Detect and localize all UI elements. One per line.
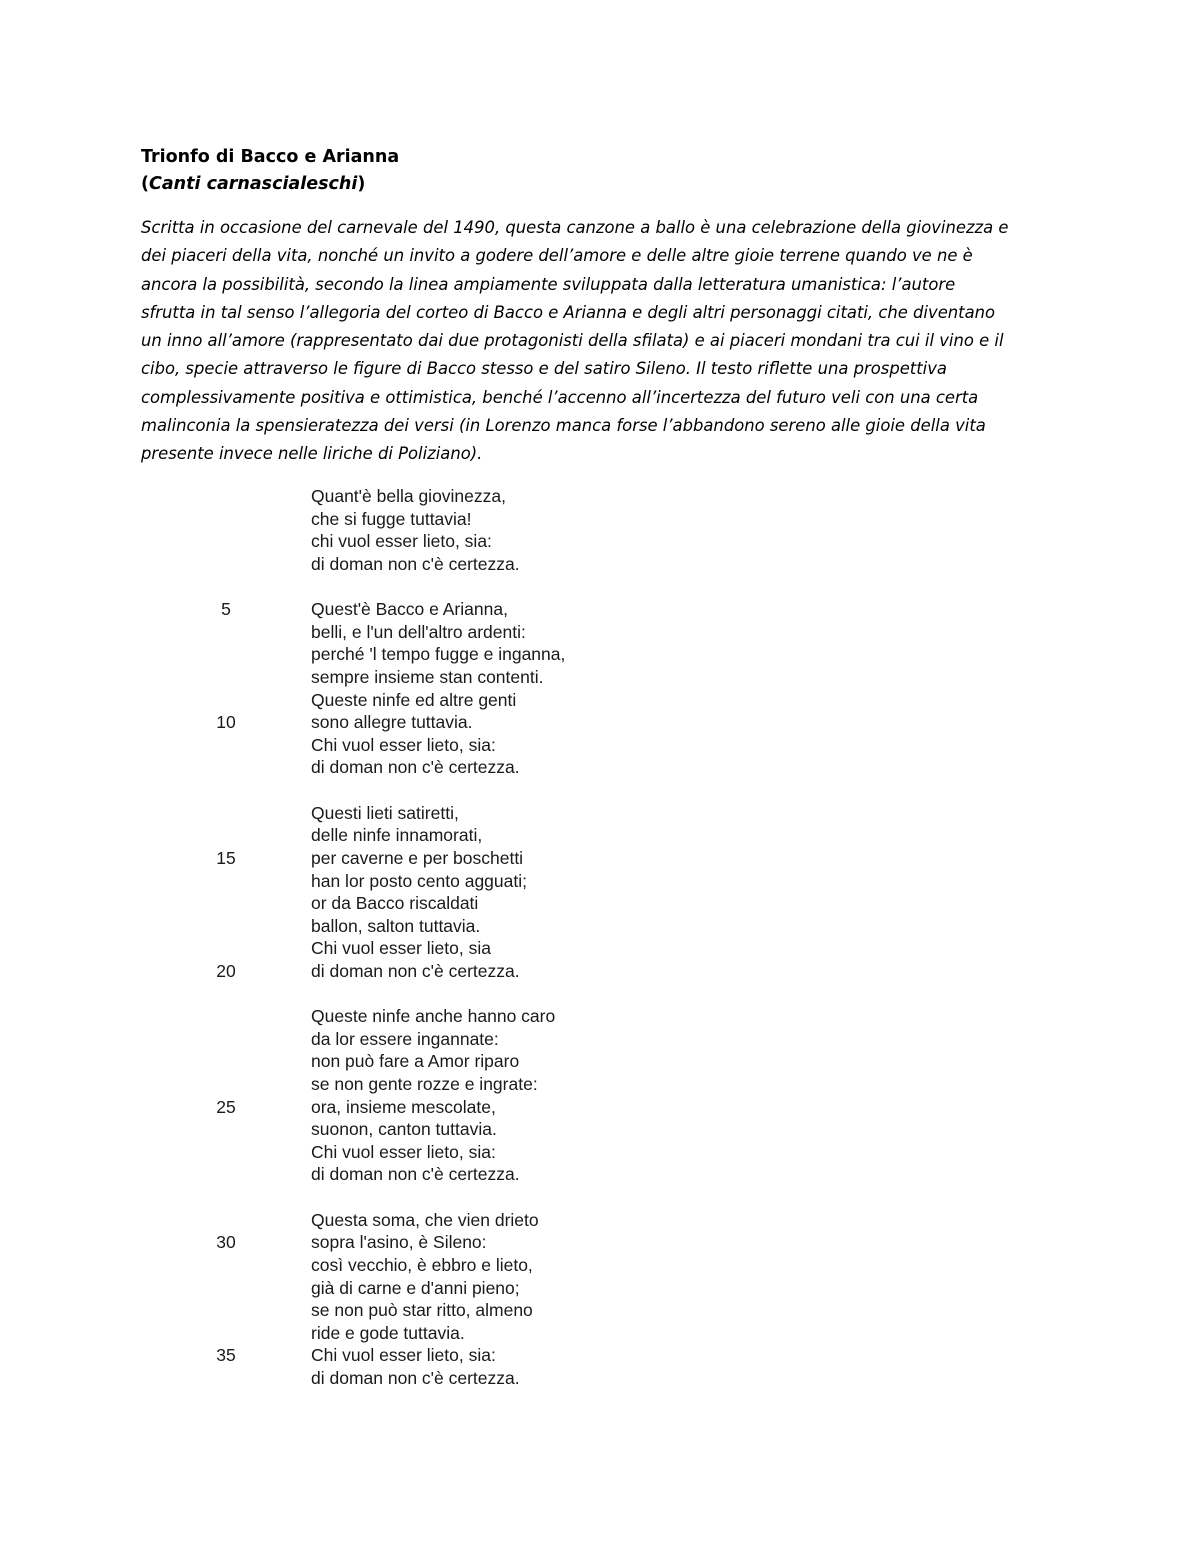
poem-text — [0, 485, 1200, 1412]
poem-verse — [0, 1096, 1200, 1119]
verse-text: di doman non c'è certezza. — [311, 553, 520, 574]
poem-verse — [0, 1028, 1200, 1051]
poem-verse — [0, 1073, 1200, 1096]
poem-verse — [0, 1322, 1200, 1345]
verse-text: ride e gode tuttavia. — [311, 1322, 465, 1343]
poem-stanza — [0, 802, 1200, 983]
verse-text: ballon, salton tuttavia. — [311, 915, 481, 936]
intro-line: un inno all’amore (rappresentato dai due protagonisti della sfilata) e ai piaceri mondani tra cui il vino e il — [141, 331, 1004, 351]
verse-text: Questi lieti satiretti, — [311, 802, 459, 823]
poem-verse — [0, 485, 1200, 508]
subtitle-open-paren: ( — [141, 174, 149, 194]
poem-verse — [0, 1299, 1200, 1322]
poem-verse — [0, 937, 1200, 960]
verse-text: se non gente rozze e ingrate: — [311, 1074, 538, 1095]
verse-text: Queste ninfe ed altre genti — [311, 689, 517, 710]
verse-text: di doman non c'è certezza. — [311, 1164, 520, 1185]
verse-text: Chi vuol esser lieto, sia: — [311, 734, 496, 755]
verse-number: 15 — [216, 847, 236, 868]
poem-verse — [0, 1254, 1200, 1277]
verse-text: Questa soma, che vien drieto — [311, 1209, 539, 1230]
verse-text: or da Bacco riscaldati — [311, 893, 479, 914]
verse-text: sopra l'asino, è Sileno: — [311, 1232, 487, 1253]
verse-text: perché 'l tempo fugge e inganna, — [311, 644, 566, 665]
verse-text: Chi vuol esser lieto, sia — [311, 938, 491, 959]
poem-verse — [0, 1141, 1200, 1164]
poem-verse — [0, 1050, 1200, 1073]
poem-verse — [0, 960, 1200, 983]
verse-text: Quest'è Bacco e Arianna, — [311, 599, 508, 620]
document-title: Trionfo di Bacco e Arianna — [141, 147, 400, 167]
verse-text: se non può star ritto, almeno — [311, 1300, 533, 1321]
verse-number: 30 — [216, 1232, 236, 1253]
verse-text: che si fugge tuttavia! — [311, 508, 472, 529]
poem-verse — [0, 847, 1200, 870]
verse-text: han lor posto cento agguati; — [311, 870, 527, 891]
poem-verse — [0, 711, 1200, 734]
verse-number: 10 — [216, 712, 236, 733]
verse-text: per caverne e per boschetti — [311, 847, 524, 868]
document-subtitle — [141, 172, 365, 197]
intro-line: presente invece nelle liriche di Poliziano). — [141, 444, 483, 464]
introduction-paragraph — [141, 214, 1066, 469]
poem-stanza — [0, 485, 1200, 575]
subtitle-collection-name: Canti carnascialeschi — [149, 174, 358, 194]
poem-verse — [0, 824, 1200, 847]
poem-verse — [0, 689, 1200, 712]
poem-verse — [0, 892, 1200, 915]
verse-text: Chi vuol esser lieto, sia: — [311, 1141, 496, 1162]
verse-number: 35 — [216, 1345, 236, 1366]
verse-text: sono allegre tuttavia. — [311, 712, 473, 733]
verse-text: di doman non c'è certezza. — [311, 1367, 520, 1388]
verse-text: non può fare a Amor riparo — [311, 1051, 520, 1072]
intro-line: ancora la possibilità, secondo la linea ampiamente sviluppata dalla letteratura umanistica: l’autore — [141, 274, 956, 294]
poem-verse — [0, 666, 1200, 689]
poem-verse — [0, 1209, 1200, 1232]
verse-text: ora, insieme mescolate, — [311, 1096, 496, 1117]
poem-verse — [0, 870, 1200, 893]
poem-verse — [0, 508, 1200, 531]
poem-verse — [0, 756, 1200, 779]
poem-verse — [0, 1277, 1200, 1300]
verse-text: così vecchio, è ebbro e lieto, — [311, 1255, 533, 1275]
intro-line: dei piaceri della vita, nonché un invito a godere dell’amore e delle altre gioie terrene quando ve ne è — [141, 246, 973, 266]
verse-text: già di carne e d'anni pieno; — [311, 1277, 520, 1298]
poem-verse — [0, 598, 1200, 621]
verse-text: sempre insieme stan contenti. — [311, 666, 544, 687]
intro-line: malinconia la spensieratezza dei versi (in Lorenzo manca forse l’abbandono sereno alle gioie della vita — [141, 416, 986, 436]
verse-text: da lor essere ingannate: — [311, 1028, 499, 1049]
poem-verse — [0, 1005, 1200, 1028]
verse-text: belli, e l'un dell'altro ardenti: — [311, 621, 526, 642]
poem-stanza — [0, 1005, 1200, 1186]
verse-number: 25 — [216, 1096, 236, 1117]
verse-text: di doman non c'è certezza. — [311, 757, 520, 778]
verse-text: Chi vuol esser lieto, sia: — [311, 1345, 496, 1366]
poem-verse — [0, 530, 1200, 553]
poem-verse — [0, 915, 1200, 938]
verse-text: delle ninfe innamorati, — [311, 825, 483, 846]
poem-verse — [0, 1344, 1200, 1367]
verse-text: Queste ninfe anche hanno caro — [311, 1006, 556, 1027]
verse-text: chi vuol esser lieto, sia: — [311, 531, 492, 552]
intro-line: Scritta in occasione del carnevale del 1490, questa canzone a ballo è una celebrazione della giovinezza e — [141, 218, 1009, 237]
verse-number: 5 — [221, 599, 231, 620]
subtitle-close-paren: ) — [357, 174, 366, 194]
verse-number: 20 — [216, 960, 236, 981]
poem-verse — [0, 1163, 1200, 1186]
poem-verse — [0, 734, 1200, 757]
poem-verse — [0, 553, 1200, 576]
poem-verse — [0, 802, 1200, 825]
intro-line: cibo, specie attraverso le figure di Bacco stesso e del satiro Sileno. Il testo riflette una prospettiva — [141, 359, 947, 379]
verse-text: suonon, canton tuttavia. — [311, 1119, 497, 1140]
poem-verse — [0, 1118, 1200, 1141]
poem-verse — [0, 1367, 1200, 1390]
poem-verse — [0, 621, 1200, 644]
poem-verse — [0, 643, 1200, 666]
poem-verse — [0, 1231, 1200, 1254]
verse-text: di doman non c'è certezza. — [311, 960, 520, 981]
intro-line: complessivamente positiva e ottimistica, benché l’accenno all’incertezza del futuro veli con una certa — [141, 387, 979, 407]
poem-stanza — [0, 1209, 1200, 1390]
poem-stanza — [0, 598, 1200, 779]
verse-text: Quant'è bella giovinezza, — [311, 486, 506, 506]
intro-line: sfrutta in tal senso l’allegoria del corteo di Bacco e Arianna e degli altri personaggi citati, che diventano — [141, 302, 996, 322]
